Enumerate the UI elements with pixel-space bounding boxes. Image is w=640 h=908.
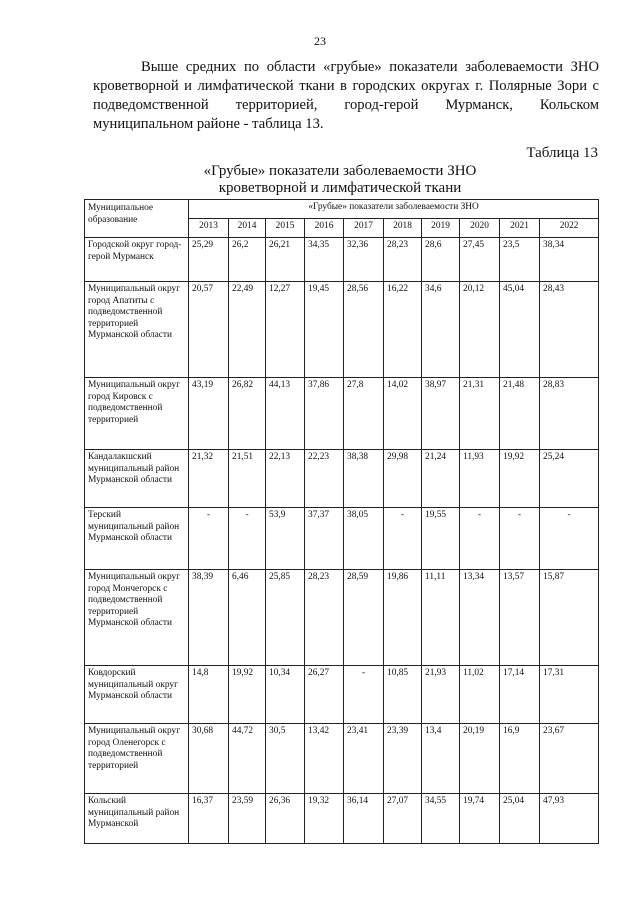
value-cell-2015: 10,34: [266, 666, 305, 724]
municipality-name: Кольский муниципальный район Мурманской: [85, 794, 189, 844]
value-cell-2020: 27,45: [460, 238, 500, 282]
value-cell-2015: 44,13: [266, 378, 305, 450]
value-cell-2014: 26,2: [229, 238, 266, 282]
value-cell-2017: 38,38: [344, 450, 384, 508]
year-header-2013: 2013: [189, 219, 229, 238]
value-cell-2020: 11,93: [460, 450, 500, 508]
year-header-2017: 2017: [344, 219, 384, 238]
value-cell-2022: 17,31: [540, 666, 599, 724]
table-row: [85, 450, 599, 508]
value-cell-2014: 26,82: [229, 378, 266, 450]
value-cell-2021: 16,9: [500, 724, 540, 794]
table-row: [85, 282, 599, 378]
year-header-2022: 2022: [540, 219, 599, 238]
table-row: [85, 666, 599, 724]
value-cell-2021: 25,04: [500, 794, 540, 844]
value-cell-2019: 28,6: [422, 238, 460, 282]
value-cell-2018: 16,22: [384, 282, 422, 378]
value-cell-2017: 38,05: [344, 508, 384, 570]
page-number: 23: [314, 34, 326, 48]
value-cell-2014: 6,46: [229, 570, 266, 666]
value-cell-2015: 26,21: [266, 238, 305, 282]
value-cell-2015: 26,36: [266, 794, 305, 844]
value-cell-2021: 13,57: [500, 570, 540, 666]
value-cell-2013: 16,37: [189, 794, 229, 844]
year-header-2018: 2018: [384, 219, 422, 238]
value-cell-2018: 27,07: [384, 794, 422, 844]
value-cell-2019: 11,11: [422, 570, 460, 666]
value-cell-2018: 23,39: [384, 724, 422, 794]
table-row: [85, 794, 599, 844]
municipality-name: Муниципальный округ город Апатиты с подведомственной территорией Мурманской области: [85, 282, 189, 378]
value-cell-2014: -: [229, 508, 266, 570]
value-cell-2022: 47,93: [540, 794, 599, 844]
value-cell-2013: 43,19: [189, 378, 229, 450]
value-cell-2013: 20,57: [189, 282, 229, 378]
value-cell-2020: 21,31: [460, 378, 500, 450]
value-cell-2016: 13,42: [305, 724, 344, 794]
year-header-2016: 2016: [305, 219, 344, 238]
value-cell-2017: 36,14: [344, 794, 384, 844]
value-cell-2016: 19,32: [305, 794, 344, 844]
value-cell-2015: 25,85: [266, 570, 305, 666]
incidence-table: [84, 199, 599, 844]
municipality-name: Кандалакшский муниципальный район Мурманской области: [85, 450, 189, 508]
value-cell-2022: 15,87: [540, 570, 599, 666]
value-cell-2020: 20,19: [460, 724, 500, 794]
value-cell-2019: 21,93: [422, 666, 460, 724]
value-cell-2022: 23,67: [540, 724, 599, 794]
year-header-2020: 2020: [460, 219, 500, 238]
municipality-name: Терский муниципальный район Мурманской области: [85, 508, 189, 570]
municipality-name: Муниципальный округ город Оленегорск с подведомственной территорией: [85, 724, 189, 794]
value-cell-2015: 53,9: [266, 508, 305, 570]
value-cell-2014: 23,59: [229, 794, 266, 844]
value-cell-2018: 29,98: [384, 450, 422, 508]
municipality-name: Муниципальный округ город Мончегорск с подведомственной территорией Мурманской области: [85, 570, 189, 666]
value-cell-2020: 19,74: [460, 794, 500, 844]
value-cell-2018: 19,86: [384, 570, 422, 666]
value-cell-2019: 19,55: [422, 508, 460, 570]
table-row: [85, 238, 599, 282]
value-cell-2014: 21,51: [229, 450, 266, 508]
value-cell-2022: 28,43: [540, 282, 599, 378]
value-cell-2013: 30,68: [189, 724, 229, 794]
value-cell-2020: 11,02: [460, 666, 500, 724]
value-cell-2020: -: [460, 508, 500, 570]
table-row: [85, 724, 599, 794]
value-cell-2013: 25,29: [189, 238, 229, 282]
municipality-name: Городской округ город-герой Мурманск: [85, 238, 189, 282]
value-cell-2019: 34,55: [422, 794, 460, 844]
table-title: «Грубые» показатели заболеваемости ЗНО кроветворной и лимфатической ткани: [203, 163, 477, 196]
value-cell-2018: -: [384, 508, 422, 570]
municipality-name: Муниципальный округ город Кировск с подведомственной территорией: [85, 378, 189, 450]
year-header-2015: 2015: [266, 219, 305, 238]
value-cell-2017: 32,36: [344, 238, 384, 282]
value-cell-2018: 14,02: [384, 378, 422, 450]
value-cell-2013: 38,39: [189, 570, 229, 666]
value-cell-2021: 17,14: [500, 666, 540, 724]
value-cell-2019: 34,6: [422, 282, 460, 378]
value-cell-2015: 12,27: [266, 282, 305, 378]
value-cell-2017: -: [344, 666, 384, 724]
value-cell-2017: 27,8: [344, 378, 384, 450]
value-cell-2013: 21,32: [189, 450, 229, 508]
value-cell-2016: 19,45: [305, 282, 344, 378]
value-cell-2021: 45,04: [500, 282, 540, 378]
value-cell-2018: 10,85: [384, 666, 422, 724]
column-header-municipality: Муниципальное образование: [85, 200, 189, 238]
table-row: [85, 570, 599, 666]
value-cell-2021: 19,92: [500, 450, 540, 508]
year-header-2019: 2019: [422, 219, 460, 238]
value-cell-2022: 38,34: [540, 238, 599, 282]
value-cell-2015: 22,13: [266, 450, 305, 508]
value-cell-2016: 37,37: [305, 508, 344, 570]
value-cell-2016: 28,23: [305, 570, 344, 666]
value-cell-2014: 19,92: [229, 666, 266, 724]
value-cell-2022: 28,83: [540, 378, 599, 450]
table-caption: Таблица 13: [526, 145, 598, 161]
value-cell-2019: 13,4: [422, 724, 460, 794]
value-cell-2017: 28,56: [344, 282, 384, 378]
value-cell-2016: 22,23: [305, 450, 344, 508]
value-cell-2014: 22,49: [229, 282, 266, 378]
value-cell-2020: 13,34: [460, 570, 500, 666]
value-cell-2017: 23,41: [344, 724, 384, 794]
table-row: [85, 508, 599, 570]
value-cell-2019: 21,24: [422, 450, 460, 508]
year-header-2021: 2021: [500, 219, 540, 238]
table-body: [85, 238, 599, 844]
value-cell-2013: -: [189, 508, 229, 570]
value-cell-2018: 28,23: [384, 238, 422, 282]
value-cell-2016: 37,86: [305, 378, 344, 450]
value-cell-2021: -: [500, 508, 540, 570]
year-header-2014: 2014: [229, 219, 266, 238]
value-cell-2022: 25,24: [540, 450, 599, 508]
table-row: [85, 378, 599, 450]
value-cell-2016: 26,27: [305, 666, 344, 724]
value-cell-2022: -: [540, 508, 599, 570]
value-cell-2020: 20,12: [460, 282, 500, 378]
intro-paragraph: Выше средних по области «грубые» показатели заболеваемости ЗНО кроветворной и лимфатической ткани в городских округах г. Полярные Зори с подведомственной территорией, город-герой Мурманск, Кольском муниципальном районе - таблица 13.: [93, 59, 599, 132]
municipality-name: Ковдорский муниципальный округ Мурманской области: [85, 666, 189, 724]
value-cell-2013: 14,8: [189, 666, 229, 724]
value-cell-2021: 21,48: [500, 378, 540, 450]
value-cell-2015: 30,5: [266, 724, 305, 794]
column-header-indicator: «Грубые» показатели заболеваемости ЗНО: [189, 200, 599, 219]
value-cell-2014: 44,72: [229, 724, 266, 794]
value-cell-2019: 38,97: [422, 378, 460, 450]
value-cell-2016: 34,35: [305, 238, 344, 282]
value-cell-2021: 23,5: [500, 238, 540, 282]
value-cell-2017: 28,59: [344, 570, 384, 666]
